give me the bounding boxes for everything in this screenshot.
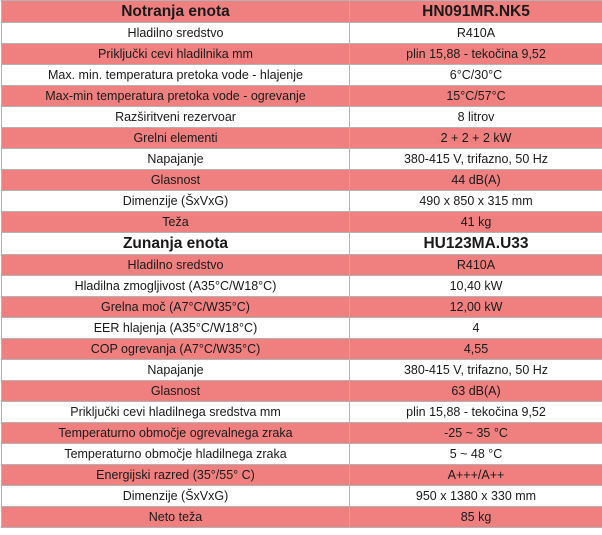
specification-table-body [2, 1, 602, 528]
spec-value: 4,55 [350, 339, 602, 360]
indoor-unit-header [2, 1, 602, 23]
table-row [2, 23, 602, 44]
spec-label: Dimenzije (ŠxVxG) [2, 191, 350, 212]
spec-value: 2 + 2 + 2 kW [350, 128, 602, 149]
spec-label: Neto teža [2, 507, 350, 528]
table-row [2, 65, 602, 86]
spec-label: Grelni elementi [2, 128, 350, 149]
table-row [2, 465, 602, 486]
spec-label: Teža [2, 212, 350, 233]
table-row [2, 444, 602, 465]
spec-value: 63 dB(A) [350, 381, 602, 402]
spec-value: A+++/A++ [350, 465, 602, 486]
spec-value: 10,40 kW [350, 276, 602, 297]
table-row [2, 339, 602, 360]
spec-label: Razširitveni rezervoar [2, 107, 350, 128]
spec-value: 380-415 V, trifazno, 50 Hz [350, 149, 602, 170]
spec-value: 5 ~ 48 °C [350, 444, 602, 465]
spec-label: COP ogrevanja (A7°C/W35°C) [2, 339, 350, 360]
table-row [2, 86, 602, 107]
table-row [2, 423, 602, 444]
spec-value: 44 dB(A) [350, 170, 602, 191]
spec-value: 15°C/57°C [350, 86, 602, 107]
spec-label: Dimenzije (ŠxVxG) [2, 486, 350, 507]
indoor-unit-model: HN091MR.NK5 [350, 1, 602, 23]
spec-label: EER hlajenja (A35°C/W18°C) [2, 318, 350, 339]
table-row [2, 191, 602, 212]
spec-value: 8 litrov [350, 107, 602, 128]
indoor-unit-title: Notranja enota [2, 1, 350, 23]
table-row [2, 149, 602, 170]
table-row [2, 507, 602, 528]
table-row [2, 360, 602, 381]
spec-value: 41 kg [350, 212, 602, 233]
spec-label: Temperaturno območje hladilnega zraka [2, 444, 350, 465]
spec-value: 950 x 1380 x 330 mm [350, 486, 602, 507]
spec-label: Temperaturno območje ogrevalnega zraka [2, 423, 350, 444]
spec-label: Max-min temperatura pretoka vode - ogrevanje [2, 86, 350, 107]
table-row [2, 276, 602, 297]
spec-value: 12,00 kW [350, 297, 602, 318]
spec-label: Max. min. temperatura pretoka vode - hlajenje [2, 65, 350, 86]
spec-value: 4 [350, 318, 602, 339]
outdoor-unit-model: HU123MA.U33 [350, 233, 602, 255]
spec-value: 85 kg [350, 507, 602, 528]
table-row [2, 402, 602, 423]
spec-label: Priključki cevi hladilnika mm [2, 44, 350, 65]
spec-label: Napajanje [2, 360, 350, 381]
spec-label: Glasnost [2, 381, 350, 402]
spec-label: Hladilno sredstvo [2, 255, 350, 276]
spec-value: 6°C/30°C [350, 65, 602, 86]
table-row [2, 297, 602, 318]
table-row [2, 212, 602, 233]
spec-label: Glasnost [2, 170, 350, 191]
table-row [2, 255, 602, 276]
table-row [2, 128, 602, 149]
table-row [2, 486, 602, 507]
table-row [2, 170, 602, 191]
spec-label: Energijski razred (35°/55° C) [2, 465, 350, 486]
spec-value: plin 15,88 - tekočina 9,52 [350, 44, 602, 65]
spec-value: R410A [350, 255, 602, 276]
outdoor-unit-header [2, 233, 602, 255]
outdoor-unit-title: Zunanja enota [2, 233, 350, 255]
spec-label: Hladilno sredstvo [2, 23, 350, 44]
spec-label: Hladilna zmogljivost (A35°C/W18°C) [2, 276, 350, 297]
spec-value: plin 15,88 - tekočina 9,52 [350, 402, 602, 423]
spec-value: -25 ~ 35 °C [350, 423, 602, 444]
table-row [2, 107, 602, 128]
spec-label: Priključki cevi hladilnega sredstva mm [2, 402, 350, 423]
spec-value: 380-415 V, trifazno, 50 Hz [350, 360, 602, 381]
spec-label: Napajanje [2, 149, 350, 170]
table-row [2, 44, 602, 65]
table-row [2, 318, 602, 339]
spec-label: Grelna moč (A7°C/W35°C) [2, 297, 350, 318]
spec-value: 490 x 850 x 315 mm [350, 191, 602, 212]
specification-table [1, 0, 602, 528]
table-row [2, 381, 602, 402]
spec-value: R410A [350, 23, 602, 44]
